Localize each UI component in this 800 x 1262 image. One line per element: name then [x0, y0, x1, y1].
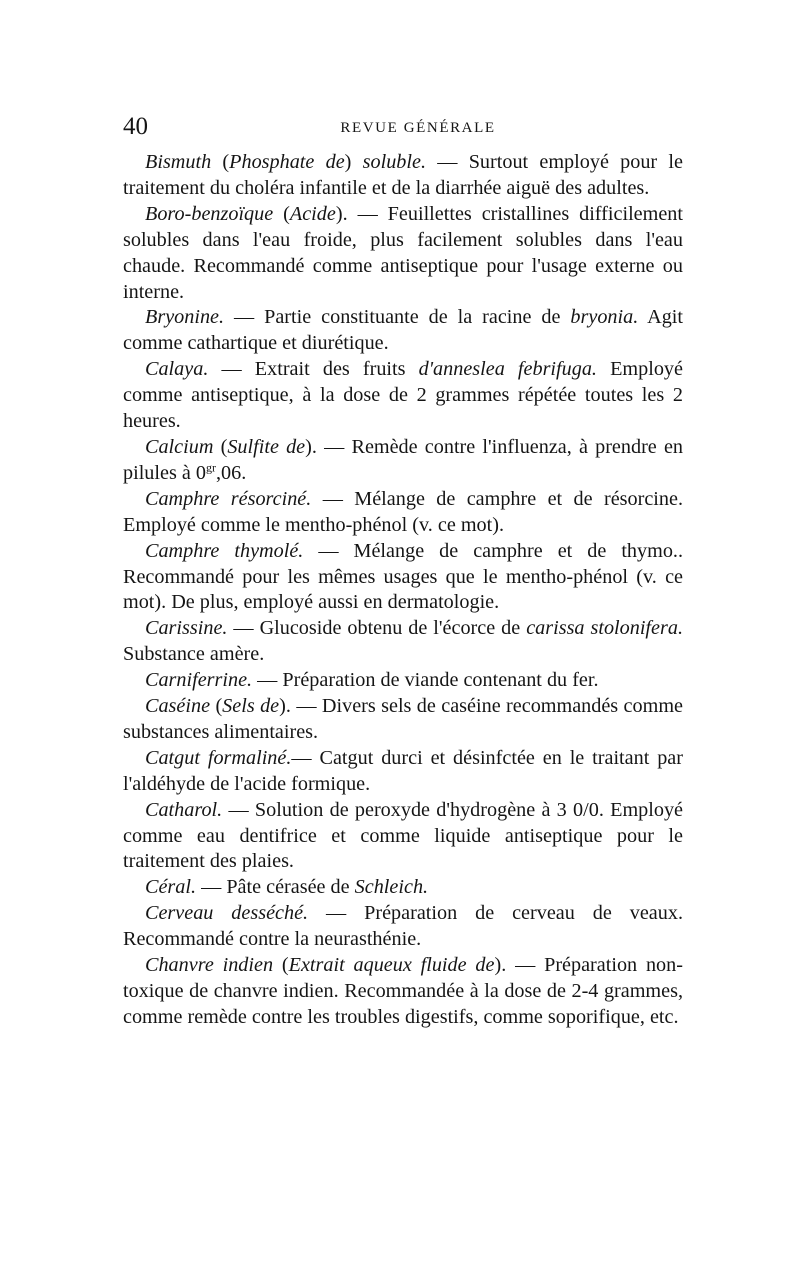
entry-inline-term: carissa stolonifera.: [526, 617, 684, 640]
entry-term-suffix: soluble.: [362, 151, 427, 173]
unit-superscript: gr: [205, 460, 216, 475]
entry-calaya: [123, 357, 683, 435]
entry-term: Boro-benzoïque: [145, 202, 274, 225]
entry-definition: — Divers sels de caséine recommandés comme substances alimentaires.: [123, 695, 683, 743]
entry-boro-benzoique: [123, 202, 683, 306]
entry-term: Calaya.: [145, 358, 209, 381]
entry-punct: (: [211, 151, 230, 173]
entry-term-qualifier: Acide: [289, 202, 336, 225]
entry-term-qualifier: Phosphate de: [229, 151, 345, 173]
entry-term: Camphre thymolé.: [145, 539, 304, 562]
entry-definition: — Catgut durci et désinfctée en le traitant par l'aldéhyde de l'acide formique.: [123, 746, 683, 795]
entry-punct: ).: [494, 954, 516, 977]
entry-term: Chanvre indien: [145, 954, 274, 977]
entry-chanvre-indien: [123, 953, 683, 1031]
entry-ceral: [123, 875, 683, 901]
entry-definition: — Solution de peroxyde d'hydrogène à 3 0/0. Employé comme eau dentifrice et comme liquide antiseptique pour le traitement des plaies.: [123, 798, 683, 873]
entry-definition-cont: ,06.: [215, 461, 247, 484]
entry-term: Céral.: [145, 876, 197, 899]
entry-definition: — Feuillettes cristallines difficilement solubles dans l'eau froide, plus facilement solubles dans l'eau chaude. Recommandé comme antiseptique pour l'usage externe ou interne.: [123, 202, 684, 303]
entry-term: Camphre résorciné.: [145, 487, 312, 510]
entry-definition: — Glucoside obtenu de l'écorce de: [227, 617, 527, 640]
entry-punct: ).: [279, 695, 297, 718]
entry-punct: ).: [305, 435, 325, 458]
entry-catgut-formaline: [123, 746, 683, 798]
entry-term: Carissine.: [145, 617, 228, 640]
entry-term-qualifier: Sels de: [222, 695, 280, 718]
entry-definition: — Préparation de viande contenant du fer.: [252, 669, 599, 692]
entry-definition: — Préparation non-toxique de chanvre indien. Recommandée à la dose de 2-4 grammes, comme remède contre les troubles digestifs, comme soporifique, etc.: [123, 954, 683, 1028]
entry-punct: (: [213, 435, 228, 458]
page-number: 40: [123, 113, 148, 140]
entry-definition-cont: Agit comme cathartique et diurétique.: [123, 306, 684, 355]
entry-inline-term: Schleich.: [354, 876, 429, 899]
entry-punct: ).: [335, 202, 358, 225]
entry-caseine: [123, 694, 683, 746]
entry-bryonine: [123, 305, 683, 357]
entry-definition: — Pâte cérasée de: [196, 876, 355, 899]
entry-punct: (: [273, 202, 290, 225]
entry-carniferrine: [123, 668, 683, 694]
entry-term: Catharol.: [145, 798, 223, 821]
entry-definition: — Mélange de camphre et de thymo.. Recommandé pour les mêmes usages que le mentho-phénol (v. ce mot). De plus, employé aussi en dermatologie.: [123, 539, 684, 614]
entry-carissine: [123, 616, 683, 668]
entry-calcium: [123, 435, 683, 487]
entry-term: Bismuth: [145, 151, 212, 173]
entry-cerveau-desseche: [123, 901, 683, 953]
entry-term: Calcium: [145, 435, 214, 458]
running-title: REVUE GÉNÉRALE: [340, 120, 496, 136]
entry-definition-cont: Substance amère.: [123, 643, 265, 666]
entry-punct: (: [273, 954, 289, 977]
entry-definition-cont: Employé comme antiseptique, à la dose de 2 grammes répétée toutes les 2 heures.: [123, 358, 683, 433]
entry-camphre-resorcine: [123, 487, 683, 539]
entry-term: Carniferrine.: [145, 669, 253, 692]
entry-definition: — Partie constituante de la racine de: [224, 306, 571, 329]
entry-term: Cerveau desséché.: [145, 902, 309, 925]
entry-punct: (: [210, 695, 223, 718]
entry-definition: — Mélange de camphre et de résorcine. Employé comme le mentho-phénol (v. ce mot).: [123, 487, 684, 536]
dictionary-body: [123, 150, 683, 1031]
entry-inline-term: bryonia.: [570, 306, 639, 329]
entry-definition: — Remède contre l'influenza, à prendre en pilules à 0: [123, 435, 683, 484]
entry-bismuth: [123, 150, 683, 202]
entry-definition: — Préparation de cerveau de veaux. Recommandé contre la neurasthénie.: [123, 902, 683, 951]
entry-term: Catgut formaliné.: [145, 746, 292, 769]
entry-definition: — Surtout employé pour le traitement du choléra infantile et de la diarrhée aiguë des adultes.: [123, 151, 683, 199]
entry-term-qualifier: Sulfite de: [227, 435, 306, 458]
page-header: [123, 112, 683, 142]
entry-punct: ): [344, 151, 363, 173]
entry-catharol: [123, 798, 683, 876]
entry-term: Bryonine.: [145, 306, 225, 329]
entry-inline-term: d'anneslea febrifuga.: [418, 358, 597, 381]
entry-term: Caséine: [145, 695, 211, 718]
entry-term-qualifier: Extrait aqueux fluide de: [288, 954, 495, 977]
entry-camphre-thymole: [123, 539, 683, 617]
entry-definition: — Extrait des fruits: [208, 358, 419, 381]
